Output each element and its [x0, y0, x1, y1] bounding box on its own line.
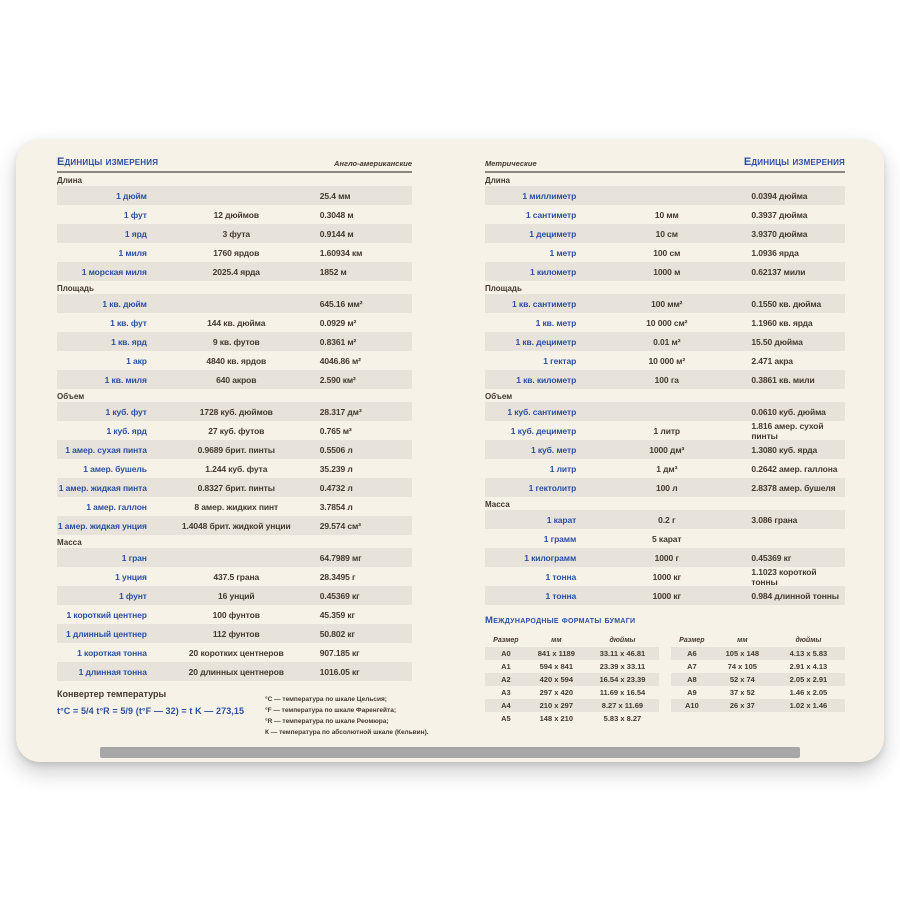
- section-label: Масса: [57, 538, 82, 547]
- paper-size: A2: [501, 675, 511, 684]
- unit-value: 1.1960 кв. ярда: [751, 317, 813, 328]
- unit-equivalent: 1728 куб. дюймов: [199, 406, 273, 417]
- unit-value: 0.62137 мили: [751, 266, 806, 277]
- unit-equivalent: 20 коротких центнеров: [188, 647, 284, 658]
- paper-row: [485, 712, 659, 725]
- unit-equivalent: 100 см: [653, 247, 681, 258]
- unit-equivalent: 10 мм: [654, 209, 679, 220]
- unit-name: 1 кв. дюйм: [102, 298, 147, 309]
- paper-inches: 23.39 x 33.11: [599, 662, 646, 671]
- unit-row: [57, 421, 412, 440]
- section-rows: [57, 294, 412, 389]
- page-right-header: [485, 153, 845, 168]
- unit-row: [485, 529, 845, 548]
- unit-equivalent: 8 амер. жидких пинт: [194, 501, 279, 512]
- page-left: [57, 153, 429, 749]
- unit-equivalent: 10 000 см²: [646, 317, 688, 328]
- unit-name: 1 гектолитр: [528, 482, 577, 493]
- unit-value: 3.7854 л: [319, 501, 353, 512]
- unit-equivalent: 0.2 г: [658, 514, 676, 525]
- unit-row: [485, 459, 845, 478]
- unit-row: [485, 224, 845, 243]
- unit-value: 0.0394 дюйма: [751, 190, 808, 201]
- unit-name: 1 короткая тонна: [77, 647, 147, 658]
- unit-equivalent: 1000 м: [653, 266, 681, 277]
- unit-row: [57, 351, 412, 370]
- unit-name: 1 миллиметр: [522, 190, 577, 201]
- unit-equivalent: 0.01 м²: [653, 336, 681, 347]
- section-label: Площадь: [57, 284, 94, 293]
- unit-row: [485, 370, 845, 389]
- paper-size: A0: [501, 649, 511, 658]
- unit-equivalent: 10 см: [655, 228, 678, 239]
- unit-name: 1 кв. километр: [516, 374, 577, 385]
- unit-row: [485, 332, 845, 351]
- temperature-note: К — температура по абсолютной шкале (Кельвин).: [265, 729, 429, 736]
- unit-row: [57, 224, 412, 243]
- temperature-note: °R — температура по шкале Реомюра;: [265, 718, 389, 725]
- unit-equivalent: 1000 кг: [652, 572, 681, 582]
- unit-name: 1 куб. ярд: [106, 425, 147, 436]
- unit-equivalent: 0.9689 брит. пинты: [197, 444, 275, 455]
- unit-row: [57, 313, 412, 332]
- unit-value: 1.60934 км: [319, 247, 363, 258]
- unit-equivalent: 100 га: [654, 374, 679, 385]
- paper-table-header: [671, 634, 845, 647]
- unit-row: [57, 332, 412, 351]
- unit-row: [485, 402, 845, 421]
- paper-mm: 26 x 37: [729, 701, 755, 710]
- unit-row: [57, 370, 412, 389]
- paper-row: [671, 712, 845, 725]
- unit-name: 1 куб. фут: [105, 406, 147, 417]
- unit-equivalent: 1 литр: [653, 426, 681, 436]
- paper-mm: 420 x 594: [539, 675, 574, 684]
- unit-name: 1 дециметр: [529, 228, 577, 239]
- unit-equivalent: 16 унций: [217, 590, 255, 601]
- unit-row: [57, 459, 412, 478]
- paper-size: A9: [687, 688, 697, 697]
- paper-tables: [485, 634, 845, 725]
- unit-row: [57, 567, 412, 586]
- paper-table-a6-a10: [671, 634, 845, 725]
- unit-value: 1.0936 ярда: [751, 247, 799, 258]
- paper-row: [485, 660, 659, 673]
- unit-value: 645.16 мм²: [319, 298, 363, 309]
- paper-mm: 148 x 210: [539, 714, 574, 723]
- paper-row: [671, 660, 845, 673]
- unit-row: [485, 478, 845, 497]
- section-rows: [57, 402, 412, 535]
- unit-equivalent: 10 000 м²: [648, 355, 686, 366]
- unit-equivalent: 9 кв. футов: [212, 336, 260, 347]
- page-subtitle: Метрические: [485, 159, 537, 168]
- unit-name: 1 куб. метр: [530, 444, 577, 455]
- left-sections: [57, 173, 412, 681]
- unit-value: 0.0929 м²: [319, 317, 357, 328]
- unit-name: 1 дюйм: [116, 190, 147, 201]
- unit-row: [485, 351, 845, 370]
- unit-name: 1 сантиметр: [525, 209, 577, 220]
- unit-value: 0.3937 дюйма: [751, 209, 808, 220]
- paper-size: A10: [684, 701, 699, 710]
- unit-equivalent: 4840 кв. ярдов: [206, 355, 267, 366]
- section-rows: [485, 294, 845, 389]
- unit-equivalent: 112 фунтов: [212, 628, 260, 639]
- unit-row: [57, 548, 412, 567]
- unit-row: [57, 478, 412, 497]
- page-title: Единицы измерения: [57, 156, 159, 168]
- unit-value: 2.590 км²: [319, 374, 356, 385]
- unit-name: 1 километр: [529, 266, 577, 277]
- unit-name: 1 ярд: [124, 228, 147, 239]
- unit-value: 2.471 акра: [751, 355, 793, 366]
- unit-value: 15.50 дюйма: [751, 336, 803, 347]
- unit-equivalent: 100 мм²: [651, 298, 683, 309]
- unit-value: 0.2642 амер. галлона: [751, 463, 838, 474]
- paper-size: A1: [501, 662, 511, 671]
- paper-mm: 52 x 74: [729, 675, 755, 684]
- section-rows: [57, 186, 412, 281]
- unit-name: 1 кв. миля: [104, 374, 147, 385]
- paper-inches: 2.05 x 2.91: [789, 675, 828, 684]
- unit-value: 25.4 мм: [319, 190, 351, 201]
- section-label: Масса: [485, 500, 510, 509]
- paper-header-cell: мм: [737, 637, 748, 644]
- paper-header-cell: Размер: [679, 637, 705, 644]
- paper-size: A5: [501, 714, 511, 723]
- unit-value: 28.317 дм³: [319, 406, 362, 417]
- page-title: Единицы измерения: [743, 156, 845, 168]
- unit-name: 1 морская миля: [81, 266, 147, 277]
- unit-name: 1 акр: [126, 355, 147, 366]
- unit-name: 1 кв. фут: [110, 317, 147, 328]
- unit-name: 1 куб. дециметр: [510, 426, 577, 436]
- paper-size: A3: [501, 688, 511, 697]
- unit-value: 0.984 длинной тонны: [751, 590, 839, 601]
- unit-value: 0.45369 кг: [319, 590, 360, 601]
- paper-inches: 5.83 x 8.27: [603, 714, 642, 723]
- paper-mm: 297 x 420: [539, 688, 574, 697]
- unit-name: 1 тонна: [545, 590, 577, 601]
- unit-name: 1 тонна: [545, 572, 577, 582]
- unit-name: 1 литр: [549, 463, 577, 474]
- paper-table-header: [485, 634, 659, 647]
- unit-name: 1 амер. сухая пинта: [65, 444, 147, 455]
- unit-name: 1 фунт: [119, 590, 147, 601]
- unit-value: 1.816 амер. сухой пинты: [751, 421, 824, 441]
- paper-row: [671, 673, 845, 686]
- unit-equivalent: 1000 г: [654, 552, 679, 563]
- unit-row: [57, 643, 412, 662]
- temperature-converter: [57, 689, 429, 749]
- page-left-header: [57, 153, 412, 168]
- unit-equivalent: 3 фута: [222, 228, 251, 239]
- unit-equivalent: 27 куб. футов: [208, 425, 265, 436]
- paper-formats-title: Международные форматы бумаги: [485, 615, 636, 626]
- unit-name: 1 амер. бушель: [83, 463, 147, 474]
- unit-row: [485, 567, 845, 586]
- unit-value: 1.1023 короткой тонны: [751, 567, 817, 587]
- unit-row: [485, 421, 845, 440]
- unit-equivalent: 2025.4 ярда: [212, 266, 260, 277]
- unit-name: 1 кв. сантиметр: [512, 298, 577, 309]
- unit-name: 1 амер. жидкая пинта: [58, 482, 147, 493]
- unit-name: 1 карат: [546, 514, 577, 525]
- paper-header-cell: мм: [551, 637, 562, 644]
- page-subtitle: Англо-американские: [334, 159, 412, 168]
- unit-row: [57, 294, 412, 313]
- unit-name: 1 длинная тонна: [78, 666, 147, 677]
- unit-equivalent: 20 длинных центнеров: [188, 666, 284, 677]
- paper-header-cell: дюймы: [795, 637, 822, 644]
- temperature-notes: [265, 694, 480, 738]
- paper-header-cell: Размер: [493, 637, 519, 644]
- section-label: Объем: [57, 392, 85, 401]
- unit-name: 1 метр: [549, 247, 577, 258]
- temperature-title: Конвертер температуры: [57, 689, 167, 699]
- unit-value: 29.574 см³: [319, 520, 361, 531]
- unit-name: 1 гран: [121, 552, 147, 563]
- unit-value: 45.359 кг: [319, 609, 355, 620]
- unit-value: 0.765 м³: [319, 425, 352, 436]
- unit-value: 35.239 л: [319, 463, 353, 474]
- unit-row: [57, 262, 412, 281]
- paper-row: [671, 686, 845, 699]
- paper-row: [485, 673, 659, 686]
- unit-row: [485, 510, 845, 529]
- paper-formats-block: [485, 615, 845, 725]
- paper-size: A4: [501, 701, 511, 710]
- unit-name: 1 амер. галлон: [86, 501, 147, 512]
- paper-inches: 1.02 x 1.46: [789, 701, 828, 710]
- section-rows: [485, 402, 845, 497]
- unit-equivalent: 144 кв. дюйма: [207, 317, 266, 328]
- paper-size: A7: [687, 662, 697, 671]
- unit-row: [485, 440, 845, 459]
- unit-equivalent: 1000 дм³: [649, 444, 685, 455]
- unit-value: 2.8378 амер. бушеля: [751, 482, 836, 493]
- page-right: [485, 153, 845, 749]
- temperature-formula: t°C = 5/4 t°R = 5/9 (t°F — 32) = t K — 273,15: [57, 706, 245, 716]
- unit-row: [485, 548, 845, 567]
- unit-name: 1 кв. дециметр: [515, 336, 577, 347]
- unit-value: 0.4732 л: [319, 482, 353, 493]
- paper-row: [671, 647, 845, 660]
- notebook-spread: [16, 139, 884, 762]
- page-block-edge: [100, 747, 800, 758]
- unit-name: 1 длинный центнер: [66, 628, 147, 639]
- unit-value: 1.3080 куб. ярда: [751, 444, 818, 455]
- unit-row: [485, 186, 845, 205]
- unit-row: [485, 243, 845, 262]
- paper-size: A8: [687, 675, 697, 684]
- paper-row: [671, 699, 845, 712]
- unit-value: 64.7989 мг: [319, 552, 362, 563]
- paper-inches: 8.27 x 11.69: [601, 701, 644, 710]
- unit-value: 0.5506 л: [319, 444, 353, 455]
- paper-inches: 1.46 x 2.05: [789, 688, 828, 697]
- unit-equivalent: 100 л: [656, 482, 678, 493]
- unit-name: 1 килограмм: [524, 552, 577, 563]
- unit-value: 0.9144 м: [319, 228, 354, 239]
- unit-equivalent: 1000 кг: [652, 590, 681, 601]
- paper-row: [485, 647, 659, 660]
- unit-row: [485, 313, 845, 332]
- section-rows: [485, 510, 845, 605]
- unit-row: [57, 497, 412, 516]
- unit-equivalent: 1760 ярдов: [213, 247, 260, 258]
- unit-row: [57, 624, 412, 643]
- unit-row: [57, 243, 412, 262]
- unit-equivalent: 1 дм³: [656, 463, 678, 474]
- unit-value: 0.3048 м: [319, 209, 354, 220]
- paper-row: [485, 699, 659, 712]
- paper-size: A6: [687, 649, 697, 658]
- unit-row: [57, 186, 412, 205]
- section-label: Объем: [485, 392, 513, 401]
- unit-row: [485, 586, 845, 605]
- paper-mm: 74 x 105: [727, 662, 757, 671]
- unit-name: 1 грамм: [543, 533, 577, 544]
- paper-mm: 210 x 297: [539, 701, 574, 710]
- unit-name: 1 кв. ярд: [111, 336, 147, 347]
- paper-mm: 37 x 52: [729, 688, 755, 697]
- unit-value: 1852 м: [319, 266, 347, 277]
- paper-inches: 2.91 x 4.13: [789, 662, 828, 671]
- unit-row: [57, 605, 412, 624]
- unit-value: 907.185 кг: [319, 647, 360, 658]
- paper-mm: 841 x 1189: [537, 649, 575, 658]
- paper-row: [485, 686, 659, 699]
- section-label: Длина: [485, 176, 510, 185]
- right-sections: [485, 173, 845, 605]
- unit-equivalent: 640 акров: [216, 374, 257, 385]
- section-label: Длина: [57, 176, 82, 185]
- unit-name: 1 фут: [123, 209, 147, 220]
- unit-name: 1 миля: [118, 247, 147, 258]
- unit-value: 50.802 кг: [319, 628, 355, 639]
- unit-value: 0.45369 кг: [751, 552, 792, 563]
- paper-inches: 11.69 x 16.54: [599, 688, 646, 697]
- paper-mm: 594 x 841: [539, 662, 574, 671]
- unit-value: 0.3861 кв. мили: [751, 374, 815, 385]
- unit-row: [57, 516, 412, 535]
- unit-equivalent: 5 карат: [652, 533, 682, 544]
- unit-equivalent: 1.4048 брит. жидкой унции: [181, 520, 291, 531]
- unit-equivalent: 0.8327 брит. пинты: [197, 482, 275, 493]
- unit-row: [57, 440, 412, 459]
- unit-name: 1 унция: [115, 571, 147, 582]
- unit-row: [57, 586, 412, 605]
- unit-equivalent: 1.244 куб. фута: [205, 463, 268, 474]
- section-rows: [485, 186, 845, 281]
- unit-row: [57, 402, 412, 421]
- unit-equivalent: 437.5 грана: [213, 571, 260, 582]
- section-label: Площадь: [485, 284, 522, 293]
- paper-header-cell: дюймы: [609, 637, 636, 644]
- unit-row: [485, 294, 845, 313]
- unit-name: 1 кв. метр: [535, 317, 577, 328]
- unit-value: 3.9370 дюйма: [751, 228, 808, 239]
- unit-value: 1016.05 кг: [319, 666, 360, 677]
- paper-inches: 16.54 x 23.39: [599, 675, 646, 684]
- section-rows: [57, 548, 412, 681]
- paper-inches: 4.13 x 5.83: [789, 649, 828, 658]
- unit-value: 4046.86 м²: [319, 355, 361, 366]
- temperature-note: °F — температура по шкале Фаренгейта;: [265, 707, 397, 714]
- temperature-note: °C — температура по шкале Цельсия;: [265, 696, 387, 703]
- unit-value: 0.8361 м²: [319, 336, 357, 347]
- unit-name: 1 куб. сантиметр: [507, 406, 577, 417]
- unit-row: [485, 262, 845, 281]
- paper-table-a0-a5: [485, 634, 659, 725]
- unit-name: 1 гектар: [543, 355, 577, 366]
- unit-name: 1 короткий центнер: [66, 609, 147, 620]
- unit-name: 1 амер. жидкая унция: [57, 520, 147, 531]
- paper-mm: 105 x 148: [725, 649, 760, 658]
- unit-row: [57, 662, 412, 681]
- unit-row: [485, 205, 845, 224]
- unit-value: 3.086 грана: [751, 514, 798, 525]
- unit-equivalent: 100 фунтов: [212, 609, 260, 620]
- unit-row: [57, 205, 412, 224]
- unit-value: 0.1550 кв. дюйма: [751, 298, 822, 309]
- unit-value: 0.0610 куб. дюйма: [751, 406, 826, 417]
- unit-equivalent: 12 дюймов: [213, 209, 259, 220]
- pages-container: [16, 139, 884, 749]
- unit-value: 28.3495 г: [319, 571, 356, 582]
- paper-inches: 33.11 x 46.81: [599, 649, 646, 658]
